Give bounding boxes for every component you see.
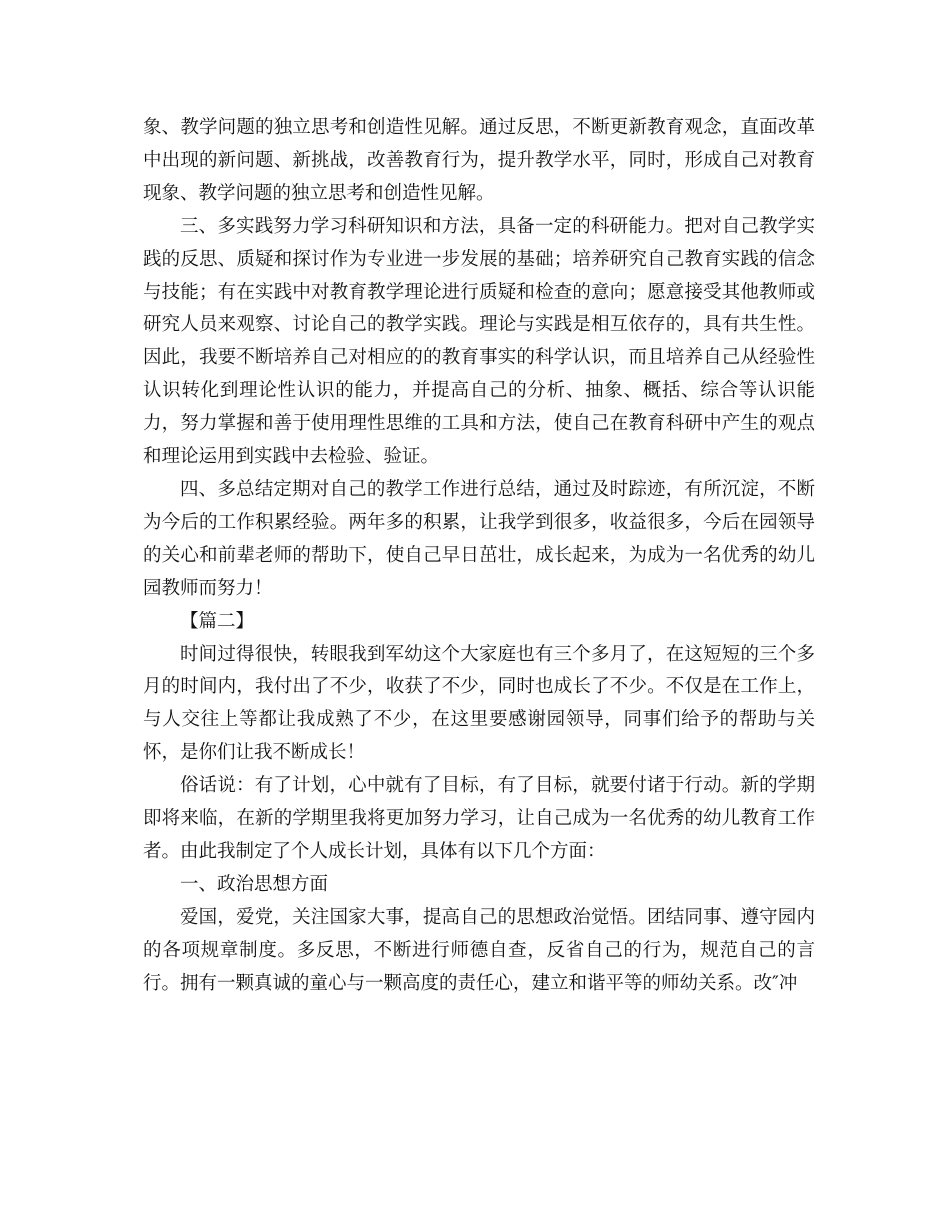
paragraph-time-flies: 时间过得很快，转眼我到军幼这个大家庭也有三个多月了，在这短短的三个多月的时间内，我付出了不少，收获了不少，同时也成长了不少。不仅是在工作上，与人交往上等都让我成熟了不少，在这里要感谢园领导，同事们给予的帮助与关怀，是你们让我不断成长！	[143, 643, 815, 764]
paragraph-proverb: 俗话说：有了计划，心中就有了目标，有了目标，就要付诸于行动。新的学期即将来临，在新的学期里我将更加努力学习，让自己成为一名优秀的幼儿教育工作者。由此我制定了个人成长计划，具体有以下几个方面：	[143, 775, 815, 862]
heading-part-two: 【篇二】	[180, 610, 255, 632]
document-body	[143, 112, 815, 1000]
paragraph-patriotism: 爱国，爱党，关注国家大事，提高自己的思想政治觉悟。团结同事、遵守园内的各项规章制度。多反思，不断进行师德自查，反省自己的行为，规范自己的言行。拥有一颗真诚的童心与一颗高度的责任心，建立和谐平等的师幼关系。改″冲	[143, 906, 815, 994]
paragraph-section-three: 三、多实践努力学习科研知识和方法，具备一定的科研能力。把对自己教学实践的反思、质疑和探讨作为专业进一步发展的基础；培养研究自己教育实践的信念与技能；有在实践中对教育教学理论进行质疑和检查的意向；愿意接受其他教师或研究人员来观察、讨论自己的教学实践。理论与实践是相互依存的，具有共生性。因此，我要不断培养自己对相应的的教育事实的科学认识，而且培养自己从经验性认识转化到理论性认识的能力，并提高自己的分析、抽象、概括、综合等认识能力，努力掌握和善于使用理性思维的工具和方法，使自己在教育科研中产生的观点和理论运用到实践中去检验、验证。	[143, 215, 815, 468]
paragraph-section-four: 四、多总结定期对自己的教学工作进行总结，通过及时踪迹，有所沉淀，不断为今后的工作积累经验。两年多的积累，让我学到很多，收益很多，今后在园领导的关心和前辈老师的帮助下，使自己早日茁壮，成长起来，为成为一名优秀的幼儿园教师而努力！	[143, 478, 815, 599]
paragraph-reflection-continued: 象、教学问题的独立思考和创造性见解。通过反思，不断更新教育观念，直面改革中出现的新问题、新挑战，改善教育行为，提升教学水平，同时，形成自己对教育现象、教学问题的独立思考和创造性见解。	[143, 117, 815, 204]
heading-political-thought: 一、政治思想方面	[180, 873, 329, 895]
